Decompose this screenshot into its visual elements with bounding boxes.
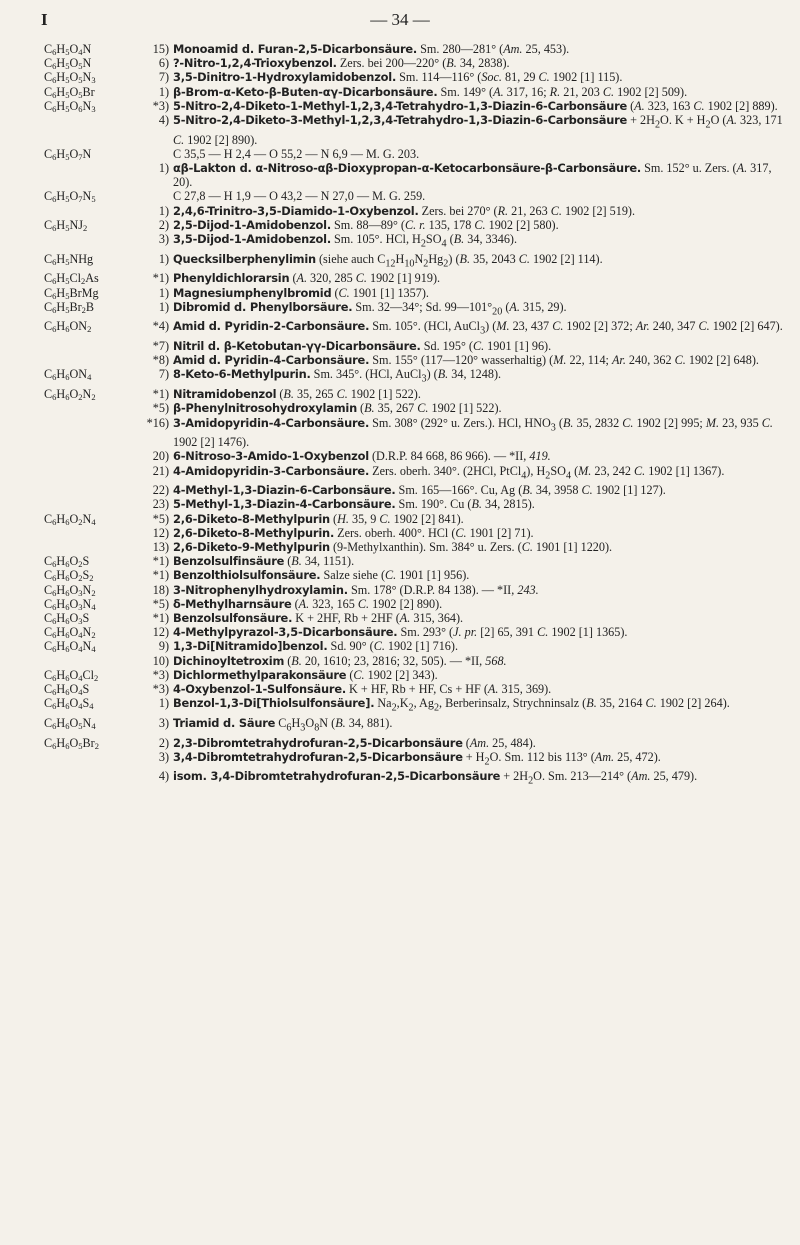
compound-description: Benzol-1,3-Di[Thiolsulfonsäure]. $Na_2,K_2$, $Ag_2$, Berberinsalz, Strychninsalz (B. 35, 2164 C. 1902 [2] 264).: [173, 696, 730, 714]
compound-item: [141, 252, 786, 272]
compound-item: [141, 540, 786, 554]
formula-entry: [44, 70, 786, 84]
formula-label: $C_6H_5O_4N$: [44, 42, 92, 57]
formula-label: $C_6H_5O_7N_5$: [44, 189, 96, 205]
item-number: 13): [152, 540, 169, 554]
compound-item: [141, 113, 786, 147]
item-number: 4): [158, 769, 169, 784]
formula-entry: [44, 367, 786, 387]
compound-description: Phenyldichlorarsin (A. 320, 285 C. 1902 [1] 919).: [173, 271, 441, 286]
formula-entry: [44, 147, 786, 190]
compound-item: [141, 512, 786, 526]
compound-description: 2,6-Diketo-9-Methylpurin (9-Methylxanthin). Sm. 384° u. Zers. (C. 1901 [1] 1220).: [173, 540, 613, 554]
formula-entry: [44, 554, 786, 568]
item-number: 23): [152, 497, 169, 512]
item-number: *3): [152, 98, 169, 113]
compound-item: [141, 70, 786, 84]
compound-item: [141, 682, 786, 696]
formula-label: $C_6H_6O_5Br_2$: [44, 735, 99, 751]
item-number: *1): [152, 554, 169, 569]
item-number: 22): [152, 483, 169, 498]
formula-label: $C_6H_5Cl_2As$: [44, 271, 99, 287]
compound-description: Monoamid d. Furan-2,5-Dicarbonsäure. Sm. 280—281° (Am. 25, 453).: [173, 42, 570, 56]
item-number: 3): [158, 749, 169, 764]
item-number: 1): [158, 84, 169, 99]
formula-label: $C_6H_5NHg$: [44, 251, 94, 267]
item-number: 10): [152, 653, 169, 668]
formula-label: $C_6H_6O_2N_4$: [44, 511, 96, 527]
formula-entry: [44, 218, 786, 252]
compound-item: [141, 218, 786, 232]
compound-description: 3-Nitrophenylhydroxylamin. Sm. 178° (D.R.P. 84 138). — *II, 243.: [173, 582, 539, 597]
item-number: 2): [158, 217, 169, 232]
compound-description: Amid d. Pyridin-4-Carbonsäure. Sm. 155° (117—120° wasserhaltig) (M. 22, 114; Ar. 240, 362 C. 1902 [2] 648).: [173, 353, 759, 368]
compound-item: [141, 204, 786, 218]
formula-label: $C_6H_6ON_2$: [44, 319, 92, 335]
formula-label: $C_6H_6O_4S$: [44, 682, 90, 698]
item-number: 9): [158, 639, 169, 654]
item-number: *4): [152, 319, 169, 334]
item-number: [141, 189, 173, 203]
compound-description: 4-Amidopyridin-3-Carbonsäure. Zers. oberh. 340°. (2HCl, PtCl$_4$), $H_2SO_4$ (M. 23, 242 C. 1902 [1] 1367).: [173, 463, 725, 481]
compound-item: [141, 319, 786, 339]
compound-item: [141, 497, 786, 511]
compound-item: [141, 526, 786, 540]
compound-description: β-Brom-α-Keto-β-Buten-αγ-Dicarbonsäure. Sm. 149° (A. 317, 16; R. 21, 203 C. 1902 [2] 509).: [173, 84, 688, 99]
compound-item: [141, 189, 786, 203]
formula-entry: [44, 568, 786, 582]
formula-label: $C_6H_6O_4N_4$: [44, 639, 96, 655]
compound-item: [141, 483, 786, 497]
item-number: *5): [152, 596, 169, 611]
compound-description: Dibromid d. Phenylborsäure. Sm. 32—34°; Sd. $99—101^\circ_{20}$ (A. 315, 29).: [173, 299, 567, 318]
item-number: 2): [158, 735, 169, 750]
compound-description: 2,3-Dibromtetrahydrofuran-2,5-Dicarbonsäure (Am. 25, 484).: [173, 735, 536, 750]
compound-description: Benzolsulfinsäure (B. 34, 1151).: [173, 554, 355, 569]
compound-item: [141, 625, 786, 639]
compound-description: 4-Methyl-1,3-Diazin-6-Carbonsäure. Sm. 165—166°. Cu, Ag (B. 34, 3958 C. 1902 [1] 127).: [173, 483, 666, 498]
compound-item: [141, 668, 786, 682]
section-letter: I: [41, 10, 48, 29]
compound-description: Dichlormethylparakonsäure (C. 1902 [2] 343).: [173, 667, 438, 682]
formula-label: $C_6H_5O_5Br$: [44, 84, 95, 100]
formula-entry: [44, 597, 786, 611]
compound-description: Dichinoyltetroxim (B. 20, 1610; 23, 2816; 32, 505). — *II, 568.: [173, 653, 507, 668]
formula-label: $C_6H_5O_5N_3$: [44, 70, 96, 86]
item-number: *1): [152, 387, 169, 402]
formula-entry: [44, 696, 786, 716]
item-number: [141, 147, 173, 161]
formula-label: $C_6H_5BrMg$: [44, 285, 99, 301]
item-number: 7): [158, 70, 169, 85]
formula-entry: [44, 319, 786, 367]
formula-entry: [44, 512, 786, 555]
formula-entry: [44, 99, 786, 147]
compound-description: 2,6-Diketo-8-Methylpurin (H. 35, 9 C. 1902 [2] 841).: [173, 511, 464, 526]
formula-entry: [44, 716, 786, 736]
compound-description: β-Phenylnitrosohydroxylamin (B. 35, 267 C. 1902 [1] 522).: [173, 401, 502, 416]
compound-item: [141, 42, 786, 56]
compound-item: [141, 750, 786, 770]
compound-item: [141, 736, 786, 750]
compound-item: [141, 611, 786, 625]
compound-description: 5-Methyl-1,3-Diazin-4-Carbonsäure. Sm. 190°. Cu (B. 34, 2815).: [173, 497, 535, 512]
compound-item: [141, 300, 786, 320]
compound-description: δ-Methylharnsäure (A. 323, 165 C. 1902 [2] 890).: [173, 596, 443, 611]
item-number: *16): [146, 415, 169, 430]
formula-label: $C_6H_5O_7N$: [44, 146, 92, 162]
compound-description: Nitramidobenzol (B. 35, 265 C. 1902 [1] 522).: [173, 387, 421, 402]
formula-entry: [44, 85, 786, 99]
compound-description: 1,3-Di[Nitramido]benzol. Sd. 90° (C. 1902 [1] 716).: [173, 639, 458, 654]
compound-description: ?-Nitro-1,2,4-Trioxybenzol. Zers. bei 200—220° (B. 34, 2838).: [173, 56, 510, 71]
item-number: 1): [158, 203, 169, 218]
compound-description: isom. 3,4-Dibromtetrahydrofuran-2,5-Dicarbonsäure + $2H_2O$. Sm. 213—214° (Am. 25, 479).: [173, 769, 698, 787]
compound-item: [141, 696, 786, 716]
formula-label: $C_6H_6ON_4$: [44, 367, 92, 383]
item-number: 18): [152, 582, 169, 597]
compound-description: Benzolsulfonsäure. K + 2HF, Rb + 2HF (A. 315, 364).: [173, 611, 464, 626]
compound-item: [141, 416, 786, 450]
compound-description: 2,5-Dijod-1-Amidobenzol. Sm. 88—89° (C. r. 135, 178 C. 1902 [2] 580).: [173, 217, 559, 232]
compound-description: 3-Amidopyridin-4-Carbonsäure. Sm. 308° (292° u. Zers.). HCl, $HNO_3$ (B. 35, 2832 C. 1902 [2] 995; M. 23, 935 C. 1902 [2] 1476).: [173, 415, 773, 450]
compound-description: Amid d. Pyridin-2-Carbonsäure. Sm. 105°. (HCl, AuCl$_3$) (M. 23, 437 C. 1902 [2] 372; Ar. 240, 347 C. 1902 [2] 647).: [173, 319, 783, 337]
item-number: 12): [152, 625, 169, 640]
item-number: *1): [152, 611, 169, 626]
compound-item: [141, 568, 786, 582]
compound-item: [141, 639, 786, 653]
formula-entry: [44, 736, 786, 789]
compound-item: [141, 353, 786, 367]
compound-item: [141, 464, 786, 484]
formula-entry: [44, 583, 786, 597]
formula-entry: [44, 286, 786, 300]
item-number: 15): [152, 42, 169, 56]
compound-item: [141, 449, 786, 463]
formula-entry: [44, 189, 786, 217]
item-number: 1): [158, 161, 169, 176]
compound-item: [141, 583, 786, 597]
formula-entry: [44, 625, 786, 639]
compound-item: [141, 286, 786, 300]
compound-item: [141, 716, 786, 736]
compound-item: [141, 99, 786, 113]
item-number: 1): [158, 285, 169, 300]
formula-entry: [44, 271, 786, 285]
compound-item: [141, 271, 786, 285]
item-number: *1): [152, 271, 169, 286]
item-number: 3): [158, 232, 169, 247]
compound-description: Nitril d. β-Ketobutan-γγ-Dicarbonsäure. Sd. 195° (C. 1901 [1] 96).: [173, 339, 552, 354]
formula-entry: [44, 639, 786, 667]
compound-item: [141, 554, 786, 568]
item-number: 1): [158, 299, 169, 314]
item-number: *1): [152, 568, 169, 583]
formula-label: $C_6H_5O_5N$: [44, 56, 92, 72]
compound-description: C 35,5 — H 2,4 — O 55,2 — N 6,9 — M. G. 203.: [173, 146, 420, 161]
compound-item: [141, 339, 786, 353]
compound-description: Magnesiumphenylbromid (C. 1901 [1] 1357).: [173, 285, 429, 300]
item-number: *5): [152, 511, 169, 526]
item-number: 21): [152, 463, 169, 478]
formula-label: $C_6H_6O_3S$: [44, 611, 90, 627]
item-number: 4): [158, 113, 169, 128]
item-number: 1): [158, 696, 169, 711]
compound-description: αβ-Lakton d. α-Nitroso-αβ-Dioxypropan-α-Ketocarbonsäure-β-Carbonsäure. Sm. 152° u. Zers. (A. 317, 20).: [173, 161, 772, 190]
formula-entry: [44, 300, 786, 320]
compound-description: 4-Methylpyrazol-3,5-Dicarbonsäure. Sm. 293° (J. pr. [2] 65, 391 C. 1902 [1] 1365).: [173, 625, 628, 640]
item-number: *8): [152, 353, 169, 368]
compound-item: [141, 387, 786, 401]
compound-item: [141, 161, 786, 189]
formula-entry: [44, 611, 786, 625]
formula-entry: [44, 42, 786, 56]
compound-item: [141, 85, 786, 99]
formula-label: $C_6H_6O_4N_2$: [44, 625, 96, 641]
formula-label: $C_6H_5O_6N_3$: [44, 98, 96, 114]
formula-entry: [44, 682, 786, 696]
compound-item: [141, 769, 786, 789]
formula-entry: [44, 252, 786, 272]
formula-label: $C_6H_6O_2S$: [44, 554, 90, 570]
compound-description: 3,5-Dinitro-1-Hydroxylamidobenzol. Sm. 114—116° (Soc. 81, 29 C. 1902 [1] 115).: [173, 70, 623, 85]
compound-item: [141, 597, 786, 611]
compound-item: [141, 232, 786, 252]
compound-description: 6-Nitroso-3-Amido-1-Oxybenzol (D.R.P. 84 668, 86 966). — *II, 419.: [173, 449, 551, 464]
item-number: *3): [152, 667, 169, 682]
page-header: [0, 10, 800, 36]
formula-label: $C_6H_6O_2N_2$: [44, 387, 96, 403]
item-number: 12): [152, 525, 169, 540]
compound-item: [141, 147, 786, 161]
compound-description: Benzolthiolsulfonsäure. Salze siehe (C. 1901 [1] 956).: [173, 568, 470, 583]
compound-description: 3,5-Dijod-1-Amidobenzol. Sm. 105°. HCl, $H_2SO_4$ (B. 34, 3346).: [173, 232, 518, 250]
compound-list: [44, 42, 786, 789]
formula-label: $C_6H_6O_4S_4$: [44, 696, 94, 712]
compound-description: C 27,8 — H 1,9 — O 43,2 — N 27,0 — M. G. 259.: [173, 189, 426, 204]
compound-item: [141, 401, 786, 415]
formula-label: $C_6H_6O_3N_4$: [44, 596, 96, 612]
formula-entry: [44, 387, 786, 512]
compound-description: Quecksilberphenylimin (siehe auch $C_{12}H_{10}N_2Hg_2$) (B. 35, 2043 C. 1902 [2] 114).: [173, 251, 603, 270]
item-number: 7): [158, 367, 169, 382]
page-number: — 34 —: [370, 10, 430, 29]
item-number: *5): [152, 401, 169, 416]
item-number: 3): [158, 715, 169, 730]
compound-description: Triamid d. Säure $C_6H_3O_8N$ (B. 34, 881).: [173, 715, 393, 734]
item-number: 6): [158, 56, 169, 71]
formula-label: $C_6H_6O_4Cl_2$: [44, 667, 99, 683]
formula-label: $C_6H_5Br_2B$: [44, 299, 95, 315]
compound-description: 3,4-Dibromtetrahydrofuran-2,5-Dicarbonsäure + $H_2O$. Sm. 112 bis 113° (Am. 25, 472).: [173, 749, 661, 768]
item-number: *7): [152, 339, 169, 354]
item-number: 1): [158, 251, 169, 266]
compound-description: 5-Nitro-2,4-Diketo-3-Methyl-1,2,3,4-Tetrahydro-1,3-Diazin-6-Carbonsäure + $2H_2O$. $K + H_2O$ (A. 323, 171 C. 1902 [2] 890).: [173, 113, 783, 147]
item-number: 20): [152, 449, 169, 464]
formula-entry: [44, 56, 786, 70]
compound-item: [141, 56, 786, 70]
compound-description: 4-Oxybenzol-1-Sulfonsäure. K + HF, Rb + HF, Cs + HF (A. 315, 369).: [173, 682, 552, 697]
compound-description: 2,6-Diketo-8-Methylpurin. Zers. oberh. 400°. HCl (C. 1901 [2] 71).: [173, 525, 534, 540]
formula-label: $C_6H_6O_5N_4$: [44, 715, 96, 731]
compound-item: [141, 367, 786, 387]
compound-description: 8-Keto-6-Methylpurin. Sm. 345°. (HCl, AuCl$_3$) (B. 34, 1248).: [173, 367, 502, 385]
formula-entry: [44, 668, 786, 682]
formula-label: $C_6H_6O_3N_2$: [44, 582, 96, 598]
formula-label: $C_6H_6O_2S_2$: [44, 568, 94, 584]
compound-description: 5-Nitro-2,4-Diketo-1-Methyl-1,2,3,4-Tetrahydro-1,3-Diazin-6-Carbonsäure (A. 323, 163 C. 1902 [2] 889).: [173, 98, 778, 113]
compound-item: [141, 654, 786, 668]
item-number: *3): [152, 682, 169, 697]
formula-label: $C_6H_5NJ_2$: [44, 217, 88, 233]
compound-description: 2,4,6-Trinitro-3,5-Diamido-1-Oxybenzol. Zers. bei 270° (R. 21, 263 C. 1902 [2] 519).: [173, 203, 636, 218]
